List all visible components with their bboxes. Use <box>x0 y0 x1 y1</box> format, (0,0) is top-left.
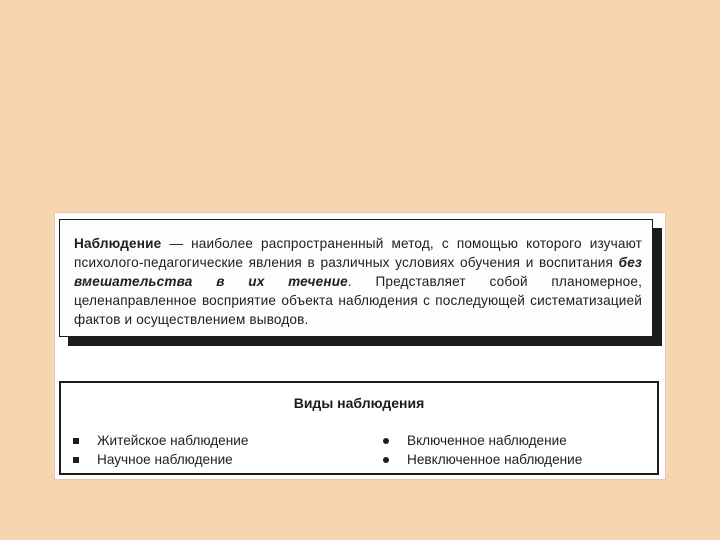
definition-emphasis: без вмешательства в их течение <box>74 255 642 289</box>
definition-box <box>59 219 653 337</box>
scanned-page <box>54 212 666 480</box>
list-item-label: Житейское наблюдение <box>97 433 249 448</box>
observation-types-box <box>59 381 659 475</box>
list-item <box>383 450 582 469</box>
round-bullet-icon <box>383 457 389 463</box>
list-item-label: Невключенное наблюдение <box>407 452 583 467</box>
list-item <box>73 450 248 469</box>
square-bullet-icon <box>73 438 79 444</box>
definition-text <box>74 234 642 329</box>
list-item <box>73 431 248 450</box>
list-item <box>383 431 582 450</box>
observation-types-left-list <box>73 431 248 469</box>
list-item-label: Включенное наблюдение <box>407 433 567 448</box>
round-bullet-icon <box>383 438 389 444</box>
definition-term: Наблюдение <box>74 236 162 251</box>
observation-types-right-list <box>383 431 582 469</box>
observation-types-title: Виды наблюдения <box>293 395 425 411</box>
definition-text-part1: — наиболее распространенный метод, с помощью которого изучают психолого-педагогические явления в различных условиях обучения и воспитания <box>74 236 642 270</box>
square-bullet-icon <box>73 457 79 463</box>
definition-text-part2: . Представляет собой планомерное, целенаправленное восприятие объекта наблюдения с последующей систематизацией фактов и осуществлением выводов. <box>74 274 642 327</box>
definition-block <box>59 219 659 347</box>
list-item-label: Научное наблюдение <box>97 452 233 467</box>
